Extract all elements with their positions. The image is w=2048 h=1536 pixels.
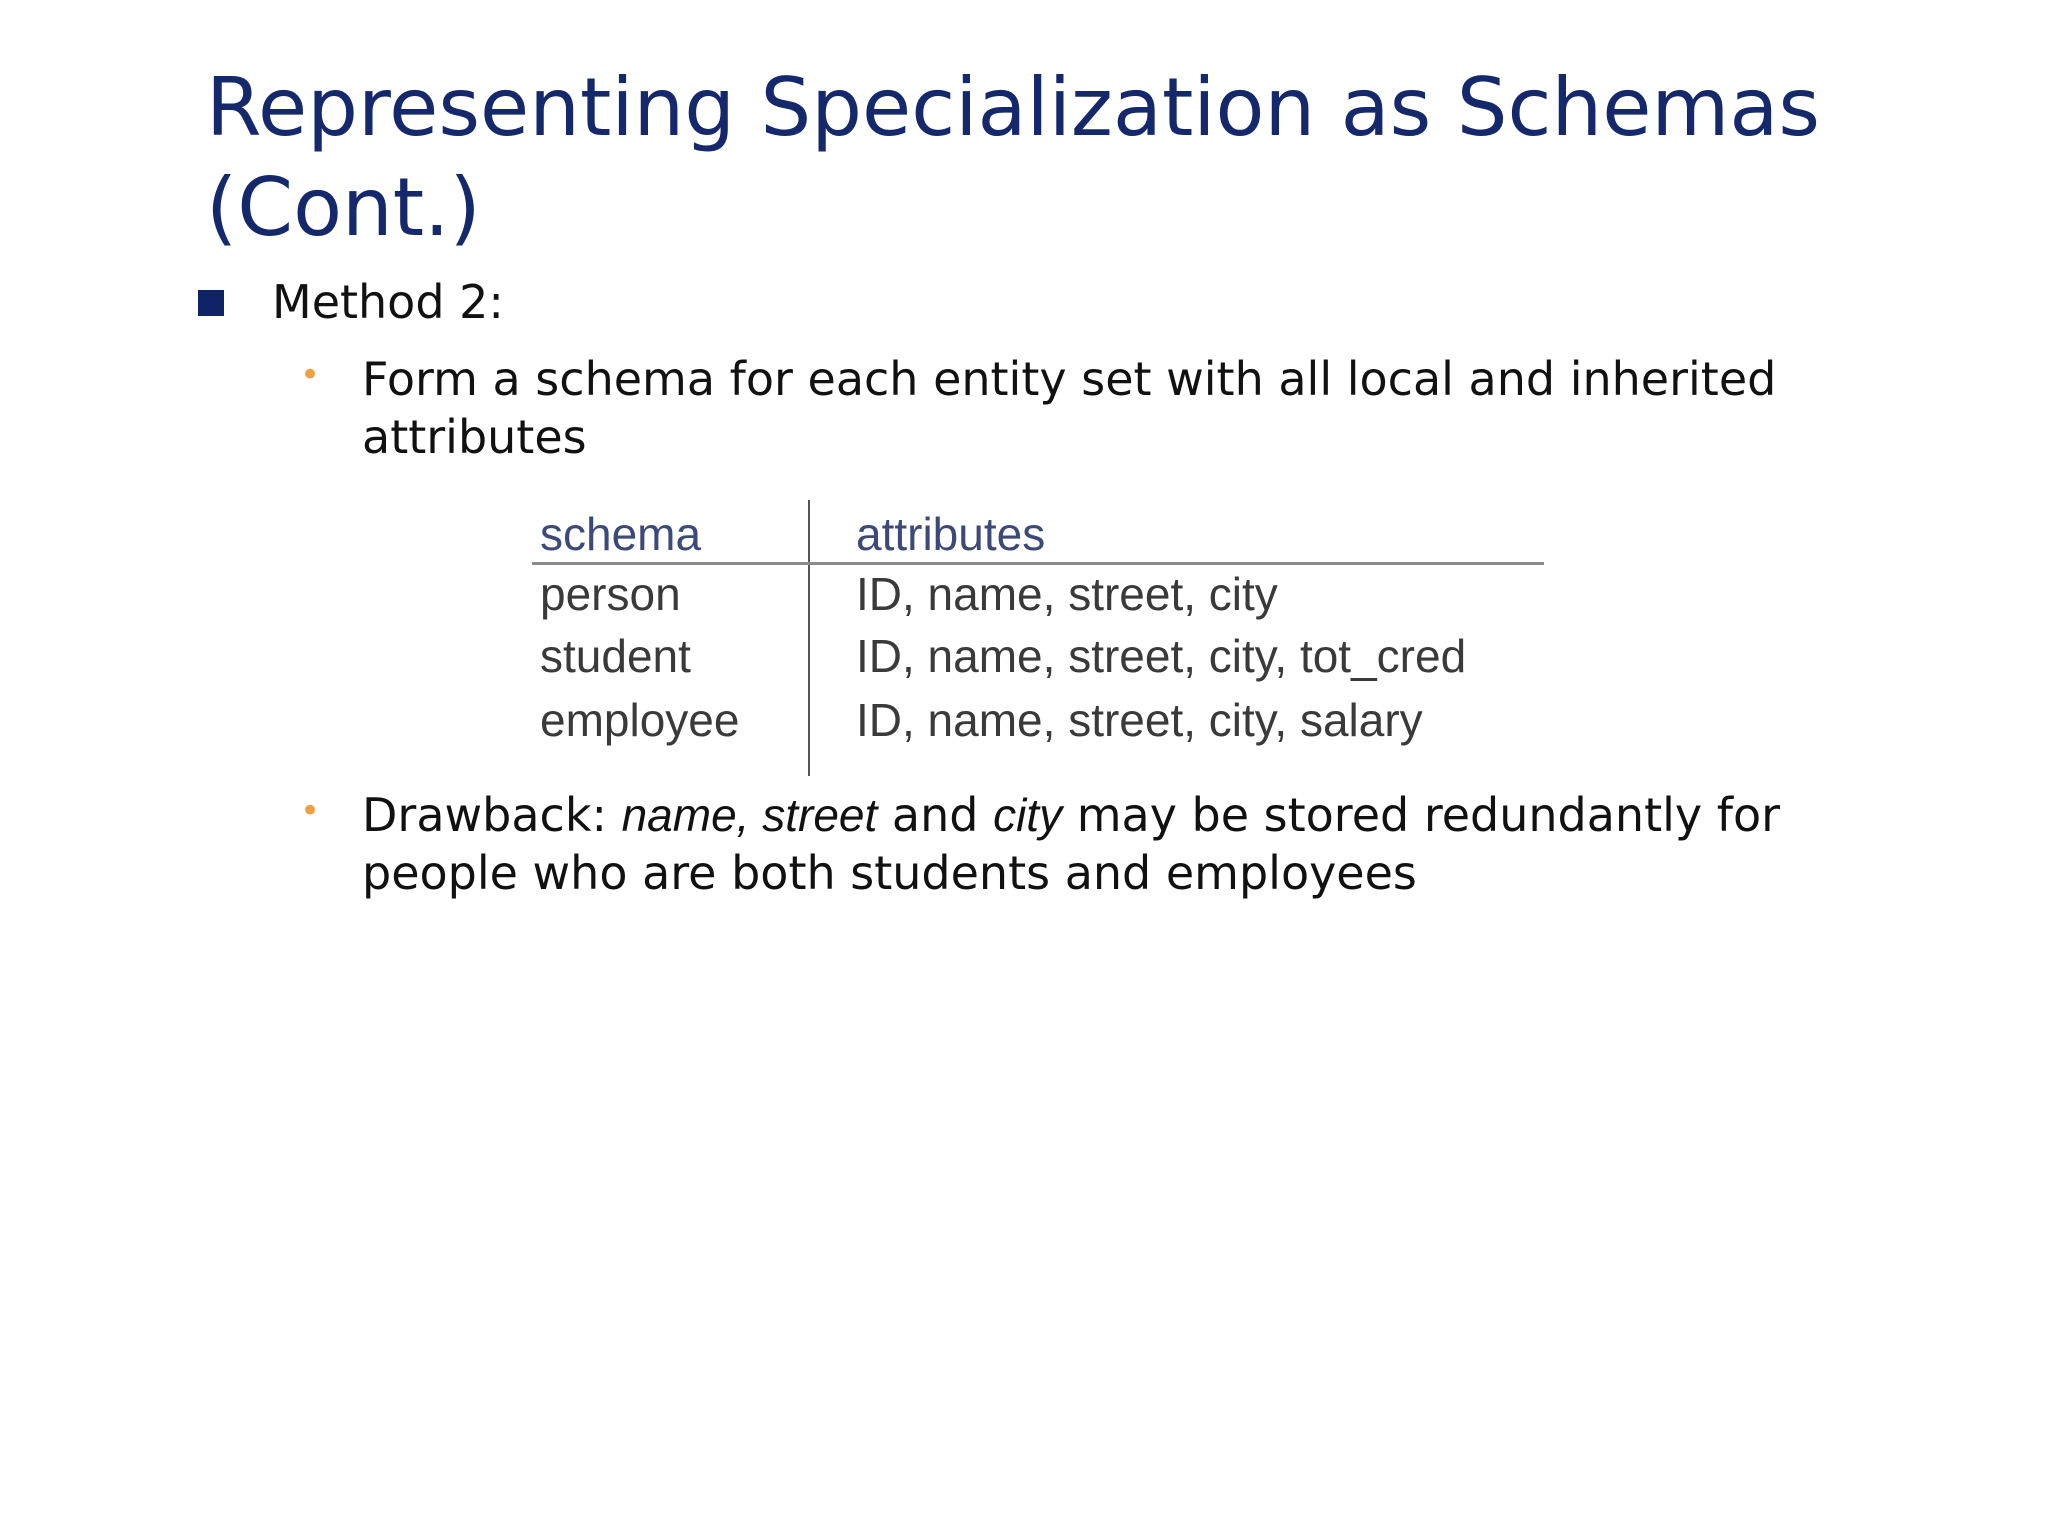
table-cell-attributes: ID, name, street, city, salary bbox=[856, 694, 1423, 746]
dot-bullet-icon: • bbox=[300, 355, 321, 395]
table-cell-schema: employee bbox=[540, 694, 740, 746]
drawback-italic-city: city bbox=[993, 789, 1063, 841]
table-cell-schema: student bbox=[540, 630, 691, 682]
method-label: Method 2: bbox=[272, 275, 504, 329]
drawback-prefix: Drawback: bbox=[362, 788, 622, 842]
table-cell-schema: person bbox=[540, 568, 681, 620]
table-header-attributes: attributes bbox=[856, 508, 1046, 560]
bullet-drawback bbox=[300, 786, 1862, 902]
schema-table bbox=[532, 500, 1544, 776]
drawback-mid: and bbox=[877, 788, 994, 842]
drawback-italic-name-street: name, street bbox=[621, 789, 878, 841]
slide-title: Representing Specialization as Schemas (Cont.) bbox=[206, 61, 1821, 254]
table-header-schema: schema bbox=[540, 508, 702, 560]
drawback-suffix: may be stored redundantly for people who are both students and employees bbox=[362, 788, 1780, 900]
table-cell-attributes: ID, name, street, city bbox=[856, 568, 1278, 620]
table-column-divider bbox=[808, 500, 810, 776]
bullet-form-schema-text: Form a schema for each entity set with all local and inherited attributes bbox=[362, 352, 1777, 464]
bullet-form-schema bbox=[300, 350, 1862, 466]
table-header-divider bbox=[532, 562, 1544, 565]
dot-bullet-icon: • bbox=[300, 791, 321, 831]
square-bullet-icon bbox=[198, 290, 224, 316]
bullet-method-2 bbox=[198, 272, 504, 332]
bullet-drawback-text bbox=[362, 786, 1862, 902]
table-cell-attributes: ID, name, street, city, tot_cred bbox=[856, 630, 1467, 682]
